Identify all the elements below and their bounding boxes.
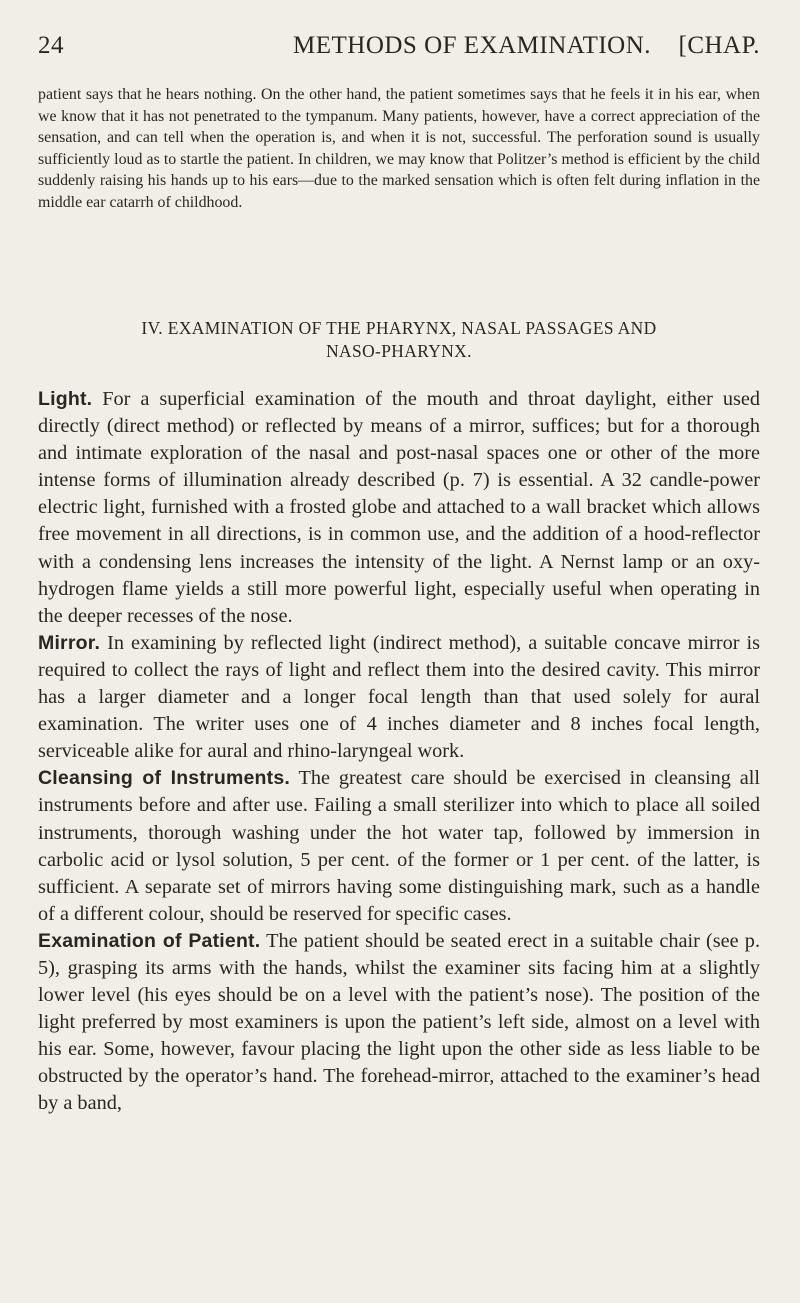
- section-heading-line-2: NASO-PHARYNX.: [326, 341, 472, 361]
- running-head: [38, 32, 760, 64]
- paragraph-cleansing: [38, 765, 760, 928]
- intro-block: [38, 84, 760, 214]
- intro-paragraph: patient says that he hears nothing. On the other hand, the patient sometimes says that he feels it in his ear, when we know that it has not penetrated to the tympanum. Many patients, however, have a correct appreciation of the sensation, and can tell when the operation is, and when it is not, successful. The perforation sound is usually sufficiently loud as to startle the patient. In children, we may know that Politzer’s method is efficient by the child suddenly raising his hands up to his ears—due to the marked sensation which is often felt during inflation in the middle ear catarrh of childhood.: [38, 86, 760, 211]
- run-in-heading-cleansing: Cleansing of Instruments.: [38, 767, 290, 790]
- running-title: METHODS OF EXAMINATION.: [293, 32, 652, 59]
- body-text: [38, 386, 760, 1118]
- paragraph-mirror-text: In examining by reflected light (indirect method), a suitable concave mirror is required to collect the rays of light and reflect them into the desired cavity. This mirror has a larger diameter and a longer focal length than that used solely for aural examination. The writer uses one of 4 inches diameter and 8 inches focal length, serviceable alike for aural and rhino-laryngeal work.: [38, 631, 760, 763]
- paragraph-light: [38, 386, 760, 630]
- paragraph-examination: [38, 928, 760, 1118]
- chapter-reference: [CHAP.: [678, 32, 760, 59]
- section-heading: [38, 317, 760, 363]
- section-heading-line-1: IV. EXAMINATION OF THE PHARYNX, NASAL PASSAGES AND: [141, 318, 657, 338]
- paragraph-examination-text: The patient should be seated erect in a suitable chair (see p. 5), grasping its arms with the hands, whilst the examiner sits facing him at a slightly lower level (his eyes should be on a level with the patient’s nose). The position of the light preferred by most examiners is upon the patient’s left side, almost on a level with his ear. Some, however, favour placing the light upon the other side as less liable to be obstructed by the operator’s hand. The forehead-mirror, attached to the examiner’s head by a band,: [38, 929, 761, 1115]
- run-in-heading-examination: Examination of Patient.: [38, 929, 261, 952]
- paragraph-cleansing-text: The greatest care should be exercised in cleansing all instruments before and after use. Failing a small sterilizer into which to place all soiled instruments, thorough washing under the hot water tap, followed by immersion in carbolic acid or lysol solution, 5 per cent. of the former or 1 per cent. of the latter, is sufficient. A separate set of mirrors having some distinguishing mark, such as a handle of a different colour, should be reserved for specific cases.: [38, 767, 760, 925]
- run-in-heading-mirror: Mirror.: [38, 631, 101, 654]
- run-in-heading-light: Light.: [38, 388, 93, 410]
- paragraph-light-text: For a superficial examination of the mouth and throat daylight, either used directly (direct method) or reflected by means of a mirror, suffices; but for a thorough and intimate exploration of the nasal and post-nasal spaces one or other of the more intense forms of illumination already described (p. 7) is essential. A 32 candle-power electric light, furnished with a frosted globe and attached to a wall bracket which allows free movement in all directions, is in common use, and the addition of a hood-reflector with a condensing lens increases the intensity of the light. A Nernst lamp or an oxy-hydrogen flame yields a still more powerful light, especially useful when operating in the deeper recesses of the nose.: [38, 388, 760, 627]
- paragraph-mirror: [38, 630, 760, 765]
- page-number: 24: [38, 32, 64, 59]
